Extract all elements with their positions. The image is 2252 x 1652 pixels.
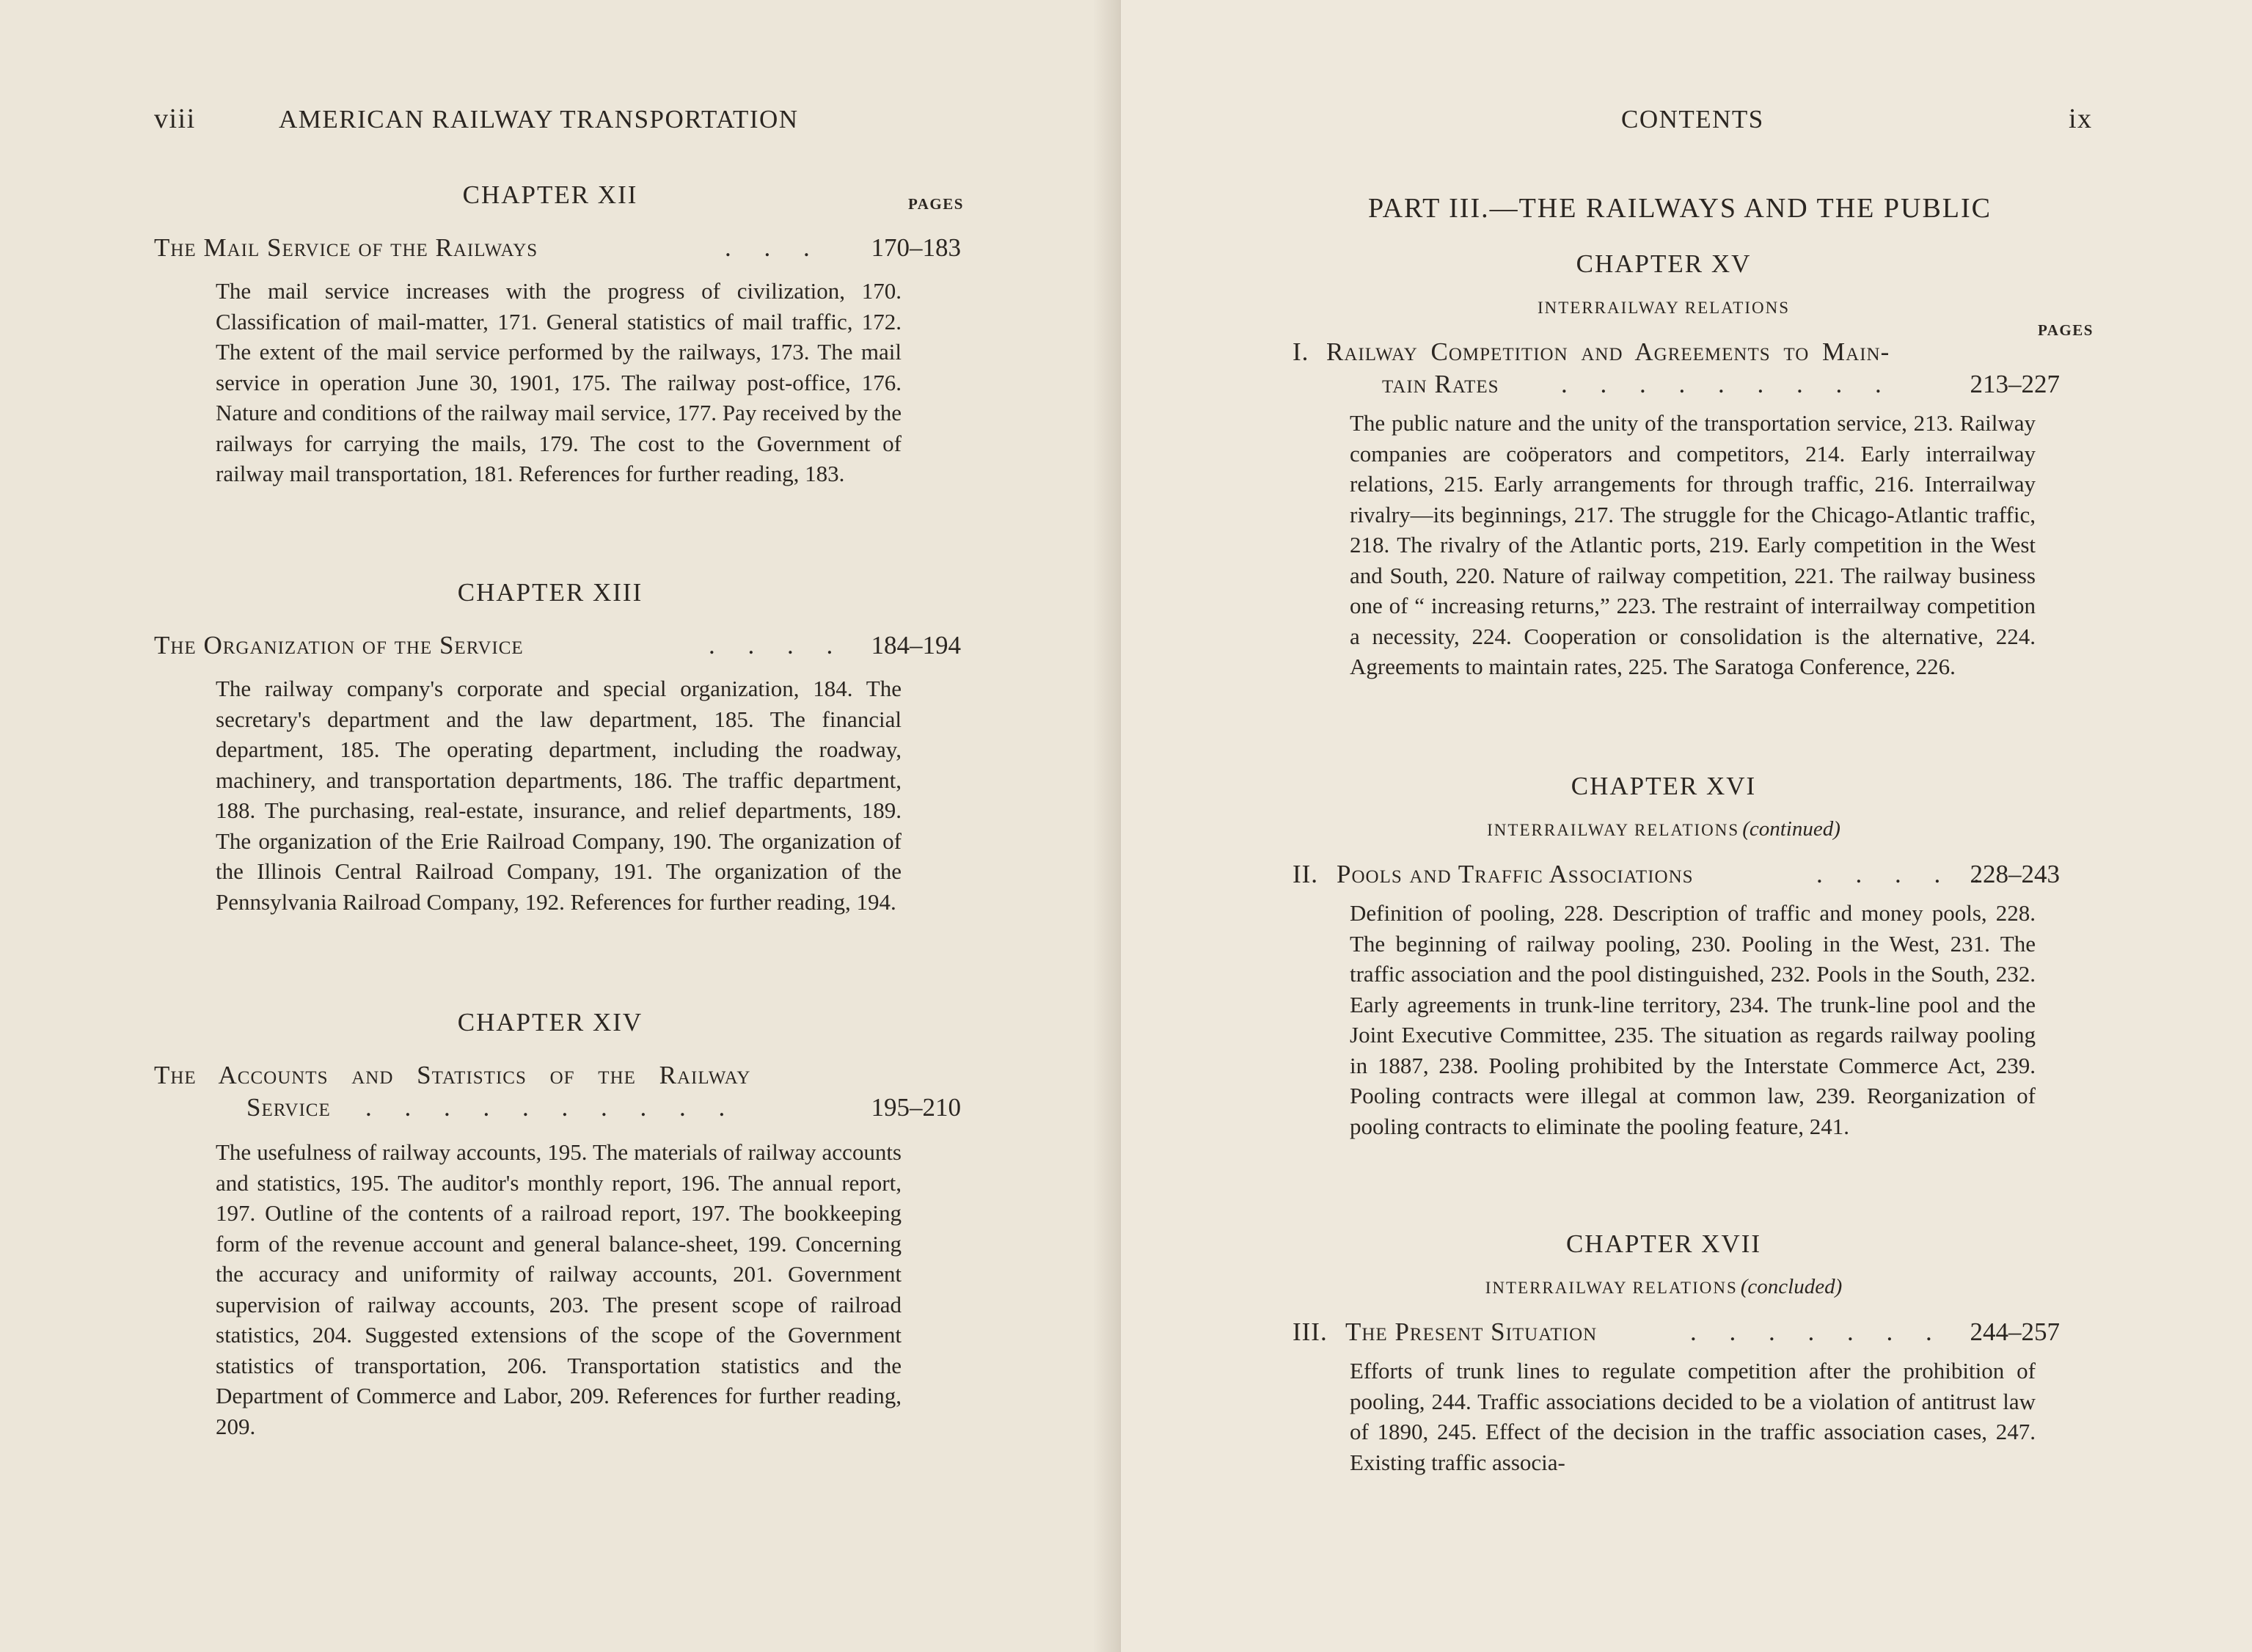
left-running-head: AMERICAN RAILWAY TRANSPORTATION (279, 105, 799, 134)
chapter-xii-summary (216, 276, 902, 489)
left-page (0, 0, 1121, 1652)
part-iii-title: PART III.—THE RAILWAYS AND THE PUBLIC (1367, 193, 1992, 224)
chapter-xii-summary-text: The mail service increases with the progress of civilization, 170. Classification of mail-matter, 171. General statistics of mail traffic, 172. The extent of the mail service performed by the railways, 173. The mail service in operation June 30, 1901, 175. The railway post-office, 176. Nature and conditions of the railway mail service, 177. Pay received by the railways for carrying the mails, 179. The cost to the Government of railway mail transportation, 181. References for further reading, 183. (216, 278, 902, 486)
right-folio: ix (2069, 103, 2093, 134)
chapter-xvii-summary-text: Efforts of trunk lines to regulate competition after the prohibition of pooling, 244. Traffic associations decided to be a violation of antitrust law of 1890, 245. Effect of the decision in the traffic association cases, 247. Existing traffic associa- (1350, 1358, 2036, 1475)
chapter-xii-range: 170–183 (871, 233, 961, 262)
chapter-xiv-summary-text: The usefulness of railway accounts, 195. The materials of railway accounts and statistics, 195. The auditor's monthly report, 196. The annual report, 197. Outline of the contents of a railroad report, 197. The bookkeeping form of the revenue account and general balance-sheet, 199. Concerning the accuracy and uniformity of railway accounts, 201. Government supervision of railway accounts, 203. The present scope of railroad statistics, 204. Suggested extensions of the scope of the Government statistics of transportation, 206. Transportation statistics and the Department of Commerce and Labor, 209. References for further reading, 209. (216, 1139, 902, 1439)
chapter-xiv-range: 195–210 (871, 1093, 961, 1122)
chapter-xiii-summary-text: The railway company's corporate and special organization, 184. The secretary's department and the law department, 185. The financial department, 185. The operating department, including the roadway, machinery, and transportation departments, 186. The traffic department, 188. The purchasing, real-estate, insurance, and relief departments, 189. The organization of the Erie Railroad Company, 190. The organization of the Illinois Central Railroad Company, 191. The organization of the Pennsylvania Railroad Company, 192. References for further reading, 194. (216, 676, 902, 915)
chapter-xii-dots: . . . (725, 233, 823, 262)
chapter-xv-summary-text: The public nature and the unity of the transportation service, 213. Railway companies are coöperators and competitors, 214. Early interrailway relations, 215. Early arrangements for through traffic, 216. Interrailway rivalry—its beginnings, 217. The struggle for the Chicago-Atlantic traffic, 218. The rivalry of the Atlantic ports, 219. Early competition in the West and South, 220. Nature of railway competition, 221. The railway business one of “ increasing returns,” 223. The restraint of interrailway competition a necessity, 224. Cooperation or consolidation is the alternative, 224. Agreements to maintain rates, 225. The Saratoga Conference, 226. (1350, 410, 2036, 679)
chapter-xiii-range: 184–194 (871, 631, 961, 659)
chapter-xvii-subtitle-text: INTERRAILWAY RELATIONS (1485, 1279, 1738, 1297)
right-running-head: CONTENTS (1621, 105, 1764, 134)
chapter-xii-label: CHAPTER XII (462, 180, 638, 209)
chapter-xiv-title-line1: The Accounts and Statistics of the Railway (154, 1061, 751, 1089)
chapter-xiv-title-line2: Service (246, 1093, 331, 1122)
chapter-xv-dots: . . . . . . . . . (1561, 370, 1895, 398)
chapter-xiv-summary (216, 1137, 902, 1441)
chapter-xvii-range: 244–257 (1970, 1317, 2060, 1346)
chapter-xv-summary (1350, 408, 2036, 682)
chapter-xv-subtitle: INTERRAILWAY RELATIONS (1537, 299, 1791, 317)
chapter-xvi-title: Pools and Traffic Associations (1337, 860, 1694, 888)
chapter-xv-label: CHAPTER XV (1576, 249, 1752, 278)
chapter-xvii-subtitle (1392, 1275, 1935, 1299)
chapter-xv-numeral: I. (1293, 337, 1309, 366)
chapter-xiv-label: CHAPTER XIV (457, 1008, 643, 1037)
chapter-xvii-subtitle-italic: (concluded) (1740, 1275, 1843, 1298)
chapter-xiv-dots: . . . . . . . . . . (365, 1093, 739, 1122)
chapter-xvii-dots: . . . . . . . (1690, 1317, 1945, 1346)
chapter-xvii-label: CHAPTER XVII (1565, 1229, 1762, 1258)
right-pages-label: PAGES (2038, 321, 2094, 339)
chapter-xv-range: 213–227 (1970, 370, 2060, 398)
chapter-xiii-label: CHAPTER XIII (457, 578, 643, 607)
chapter-xii-title: The Mail Service of the Railways (154, 233, 538, 262)
chapter-xvi-summary (1350, 898, 2036, 1141)
chapter-xvi-label: CHAPTER XVI (1571, 772, 1757, 800)
chapter-xvii-numeral: III. (1293, 1317, 1328, 1346)
chapter-xvi-subtitle (1392, 817, 1935, 841)
left-pages-label: PAGES (908, 195, 964, 213)
chapter-xv-title-line2: tain Rates (1382, 370, 1499, 398)
chapter-xvii-summary (1350, 1356, 2036, 1477)
chapter-xiii-dots: . . . . (709, 631, 847, 659)
chapter-xvi-subtitle-italic: (continued) (1742, 817, 1840, 841)
right-page (1121, 0, 2252, 1652)
chapter-xiii-title: The Organization of the Service (154, 631, 524, 659)
chapter-xvi-dots: . . . . . (1816, 860, 1993, 888)
chapter-xvi-numeral: II. (1293, 860, 1319, 888)
chapter-xvi-summary-text: Definition of pooling, 228. Description of traffic and money pools, 228. The beginning of railway pooling, 230. Pooling in the West, 231. The traffic association and the pool distinguished, 232. Pools in the South, 232. Early agreements in trunk-line territory, 234. The trunk-line pool and the Joint Executive Committee, 235. The situation as regards railway pooling in 1887, 238. Pooling prohibited by the Interstate Commerce Act, 239. Pooling contracts were illegal at common law, 239. Reorganization of pooling contracts to eliminate the pooling feature, 241. (1350, 900, 2036, 1139)
chapter-xvi-subtitle-text: INTERRAILWAY RELATIONS (1487, 821, 1740, 839)
chapter-xvii-title: The Present Situation (1345, 1317, 1598, 1346)
chapter-xvi-range: 228–243 (1970, 860, 2060, 888)
chapter-xiii-summary (216, 673, 902, 917)
chapter-xv-title-line1: Railway Competition and Agreements to Main- (1326, 337, 1890, 366)
left-folio: viii (154, 103, 196, 134)
